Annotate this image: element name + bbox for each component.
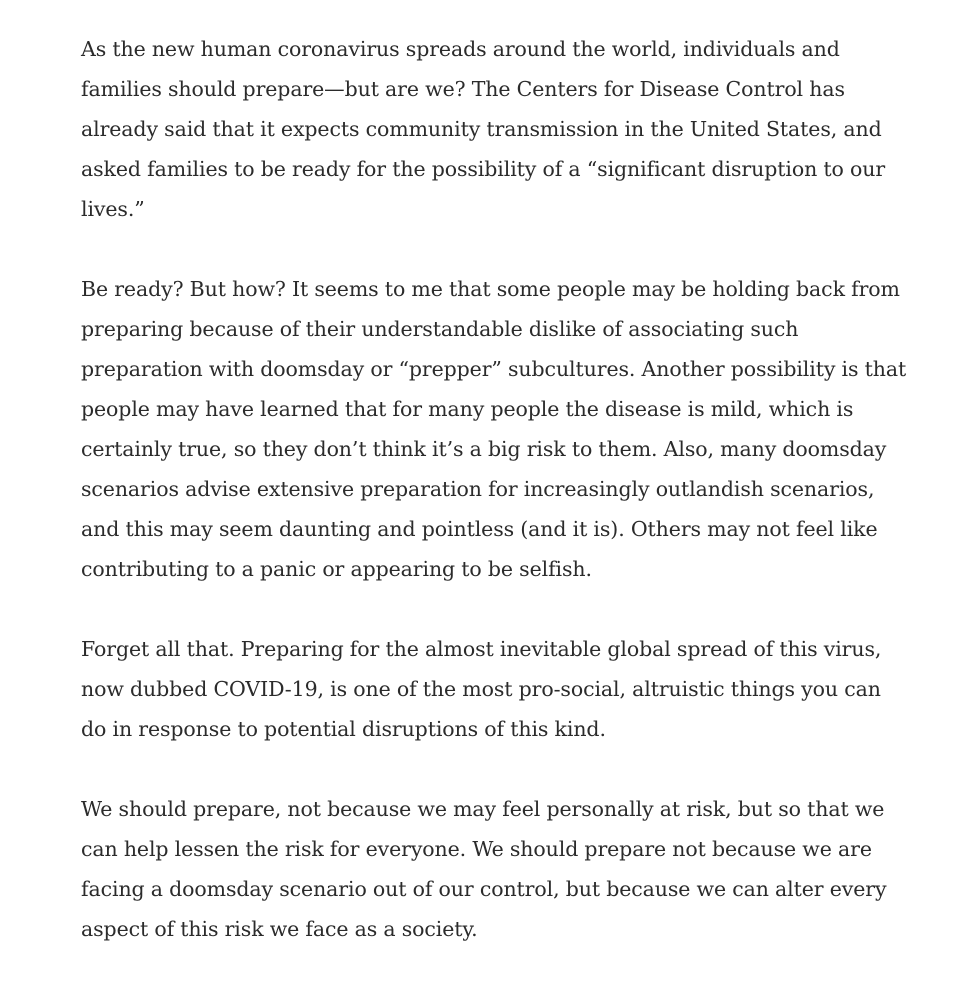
- paragraph-3: Forget all that. Preparing for the almost inevitable global spread of this virus, now dubbed COVID-19, is one of the most pro-social, altruistic things you can do in response to potential disruptions of this kind.: [81, 637, 882, 741]
- paragraph-1: As the new human coronavirus spreads around the world, individuals and families should prepare—but are we? The Centers for Disease Control has already said that it expects community transmission in the United States, and asked families to be ready for the possibility of a “significant disruption to our lives.”: [81, 37, 886, 221]
- paragraph-2: Be ready? But how? It seems to me that some people may be holding back from preparing because of their understandable dislike of associating such preparation with doomsday or “prepper” subcultures. Another possibility is that people may have learned that for many people the disease is mild, which is certainly true, so they don’t think it’s a big risk to them. Also, many doomsday scenarios advise extensive preparation for increasingly outlandish scenarios, and this may seem daunting and pointless (and it is). Others may not feel like contributing to a panic or appearing to be selfish.: [81, 277, 907, 581]
- paragraph-4: We should prepare, not because we may feel personally at risk, but so that we can help lessen the risk for everyone. We should prepare not because we are facing a doomsday scenario out of our control, but because we can alter every aspect of this risk we face as a society.: [81, 797, 887, 941]
- article-body: [81, 29, 911, 949]
